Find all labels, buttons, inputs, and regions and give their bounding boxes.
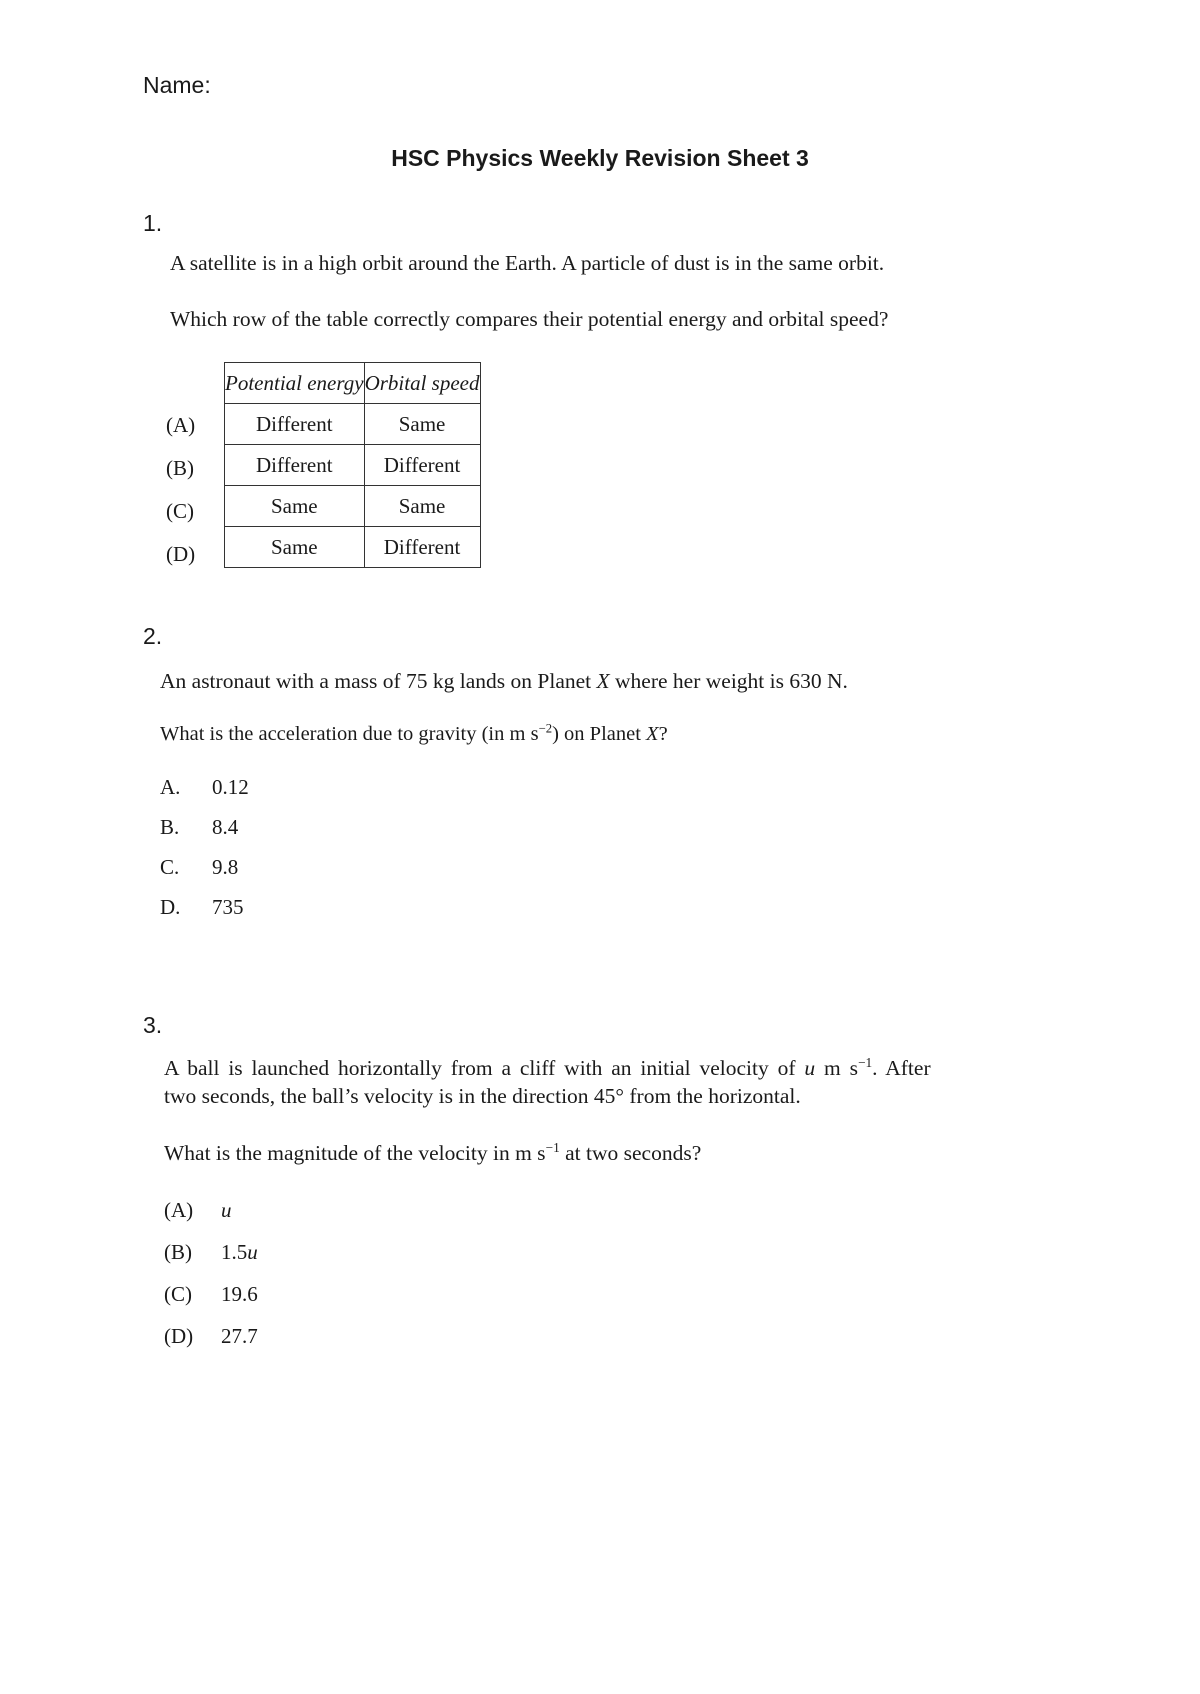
option-label: (A) [166,413,196,437]
table-cell: Different [364,527,480,568]
table-cell: Different [225,445,365,486]
question-2-option-a: A. 0.12 [160,775,249,799]
table-cell: Same [225,527,365,568]
question-1-text: A satellite is in a high orbit around the Earth. A particle of dust is in the same orbit. [170,251,885,275]
option-label: (D) [166,542,196,566]
table-row [225,527,481,568]
table-row [225,486,481,527]
comparison-table [224,362,481,568]
question-2-text: An astronaut with a mass of 75 kg lands on Planet X where her weight is 630 N. [160,669,848,693]
table-header-row [225,363,481,404]
question-3-option-c: (C) 19.6 [164,1282,258,1306]
question-3-text-line-1: A ball is launched horizontally from a cliff with an initial velocity of u m $s^{-1}$. After [164,1055,931,1080]
question-3-option-d: (D) 27.7 [164,1324,258,1348]
question-3-option-b: (B) 1.5u [164,1240,258,1264]
sheet-title: HSC Physics Weekly Revision Sheet 3 [391,145,809,171]
column-header: Potential energy [225,363,365,404]
column-header: Orbital speed [364,363,480,404]
question-2-prompt: What is the acceleration due to gravity (in m $s^{-2}$) on Planet X? [160,721,668,745]
table-cell: Same [225,486,365,527]
question-2-number: 2. [143,623,163,649]
name-label: Name: [143,72,211,98]
option-label: (C) [166,499,194,523]
table-cell: Different [225,404,365,445]
question-3-number: 3. [143,1012,163,1038]
table-row [225,445,481,486]
question-2-option-c: C. 9.8 [160,855,239,879]
question-1-prompt: Which row of the table correctly compares their potential energy and orbital speed? [170,307,889,331]
option-label: (B) [166,456,194,480]
table-cell: Same [364,404,480,445]
question-3-text-line-2: two seconds, the ball’s velocity is in the direction 45° from the horizontal. [164,1084,801,1108]
question-3-option-a: (A) u [164,1198,232,1222]
table-cell: Same [364,486,480,527]
question-2-option-d: D. 735 [160,895,244,919]
question-3-prompt: What is the magnitude of the velocity in m $s^{-1}$ at two seconds? [164,1140,702,1165]
table-cell: Different [364,445,480,486]
question-1-number: 1. [143,210,163,236]
table-row [225,404,481,445]
question-2-option-b: B. 8.4 [160,815,239,839]
